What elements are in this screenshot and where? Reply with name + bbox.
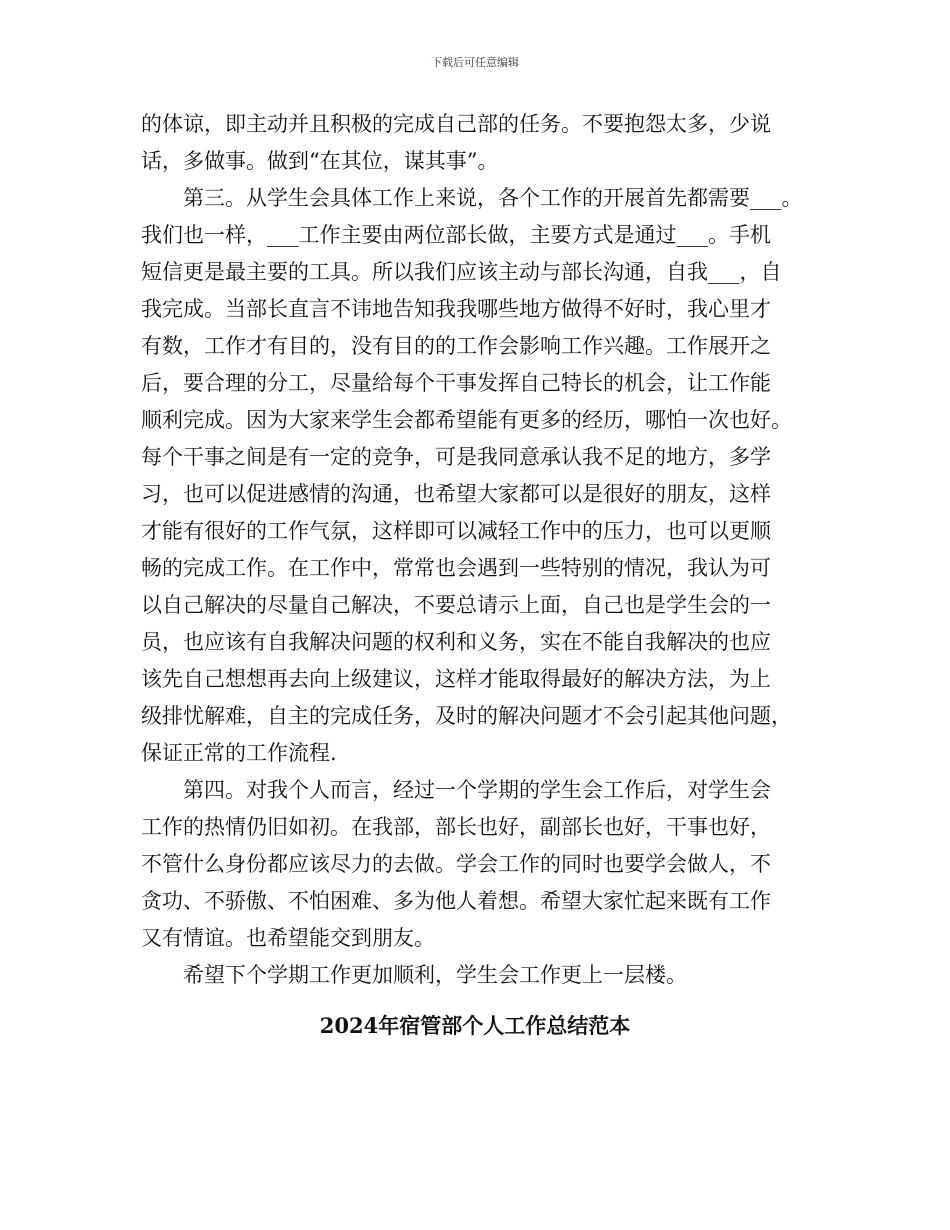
text-line: 我们也一样，___工作主要由两位部长做，主要方式是通过___。手机: [141, 223, 771, 247]
page-header: 下载后可任意编辑: [431, 56, 519, 69]
text-line: 希望下个学期工作更加顺利，学生会工作更上一层楼。: [141, 963, 687, 987]
text-line: 话，多做事。做到“在其位，谋其事”。: [141, 149, 499, 173]
text-line: 又有情谊。也希望能交到朋友。: [141, 926, 435, 950]
text-line: 第三。从学生会具体工作上来说，各个工作的开展首先都需要___。: [141, 186, 803, 210]
text-line: 每个干事之间是有一定的竞争，可是我同意承认我不足的地方，多学: [141, 445, 771, 469]
text-line: 习，也可以促进感情的沟通，也希望大家都可以是很好的朋友，这样: [141, 482, 771, 506]
text-line: 第四。对我个人而言，经过一个学期的学生会工作后，对学生会: [141, 778, 771, 802]
text-line: 后，要合理的分工，尽量给每个干事发挥自己特长的机会，让工作能: [141, 371, 771, 395]
text-line: 保证正常的工作流程.: [141, 741, 337, 765]
section-title: 2024年宿管部个人工作总结范本: [319, 1013, 631, 1038]
text-line: 以自己解决的尽量自己解决，不要总请示上面，自己也是学生会的一: [141, 593, 771, 617]
text-line: 不管什么身份都应该尽力的去做。学会工作的同时也要学会做人，不: [141, 852, 771, 876]
text-line: 顺利完成。因为大家来学生会都希望能有更多的经历，哪怕一次也好。: [141, 408, 792, 432]
text-line: 短信更是最主要的工具。所以我们应该主动与部长沟通，自我___，自: [141, 260, 782, 284]
text-line: 员，也应该有自我解决问题的权利和义务，实在不能自我解决的也应: [141, 630, 771, 654]
text-line: 的体谅，即主动并且积极的完成自己部的任务。不要抱怨太多，少说: [141, 112, 771, 136]
text-line: 有数，工作才有目的，没有目的的工作会影响工作兴趣。工作展开之: [141, 334, 771, 358]
body-text: [141, 106, 821, 994]
text-line: 工作的热情仍旧如初。在我部，部长也好，副部长也好，干事也好，: [141, 815, 771, 839]
text-line: 才能有很好的工作气氛，这样即可以减轻工作中的压力，也可以更顺: [141, 519, 771, 543]
text-line: 畅的完成工作。在工作中，常常也会遇到一些特别的情况，我认为可: [141, 556, 771, 580]
text-line: 该先自己想想再去向上级建议，这样才能取得最好的解决方法，为上: [141, 667, 771, 691]
text-line: 级排忧解难，自主的完成任务，及时的解决问题才不会引起其他问题，: [141, 704, 792, 728]
text-line: 我完成。当部长直言不讳地告知我我哪些地方做得不好时，我心里才: [141, 297, 771, 321]
text-line: 贪功、不骄傲、不怕困难、多为他人着想。希望大家忙起来既有工作: [141, 889, 771, 913]
